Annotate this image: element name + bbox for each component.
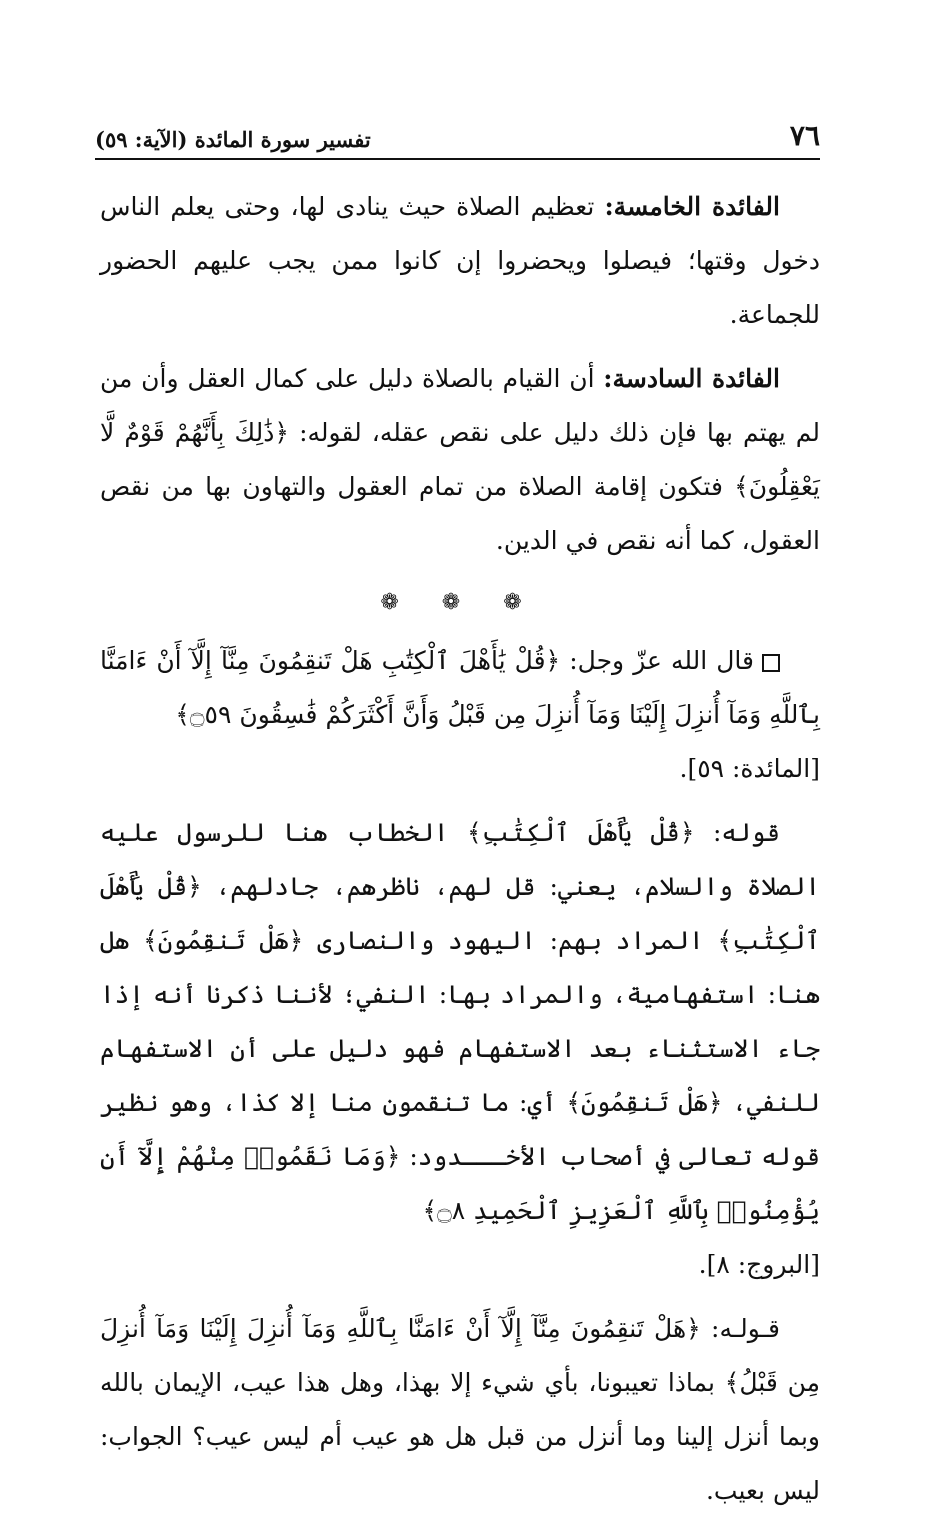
paragraph-commentary-one (100, 806, 820, 1292)
page-header (95, 112, 820, 160)
quran-quote: ﴿قُلْ يَٰأَهْلَ ٱلْكِتَٰبِ﴾ (100, 872, 820, 955)
commentary-text: قوله: (694, 818, 780, 847)
page-number: ٧٦ (789, 119, 820, 152)
verse-text: ﴿قُلْ يَٰأَهْلَ ٱلْكِتَٰبِ هَلْ تَنقِمُونَ مِنَّآ إِلَّآ أَنْ ءَامَنَّا بِٱللَّهِ وَمَآ أُنزِلَ إِلَيْنَا وَمَآ أُنزِلَ مِن قَبْلُ وَأَنَّ أَكْثَرَكُمْ فَٰسِقُونَ ۝٥٩﴾ (100, 646, 820, 729)
benefit-five-text: تعظيم الصلاة حيث ينادى لها، وحتى يعلم الناس دخول وقتها؛ فيصلوا ويحضروا إن كانوا ممن يجب عليهم الحضور للجماعة. (100, 192, 820, 329)
commentary-text: قـولـه: (700, 1314, 780, 1343)
paragraph-benefit-five (100, 180, 820, 342)
square-bullet-icon (762, 654, 780, 672)
commentary-text: الخطاب هنا للرسول عليه الصلاة والسلام، يعني: قل لهم، ناظرهم، جادلهم، (100, 818, 820, 901)
commentary-text: المراد بهم: اليهود والنصارى (303, 926, 718, 955)
quran-quote: ﴿وَمَا نَقَمُوا۟ مِنْهُمْ إِلَّآ أَن يُؤْمِنُوا۟ بِٱللَّهِ ٱلْعَزِيزِ ٱلْحَمِيدِ ۝٨﴾ (100, 1142, 820, 1225)
quran-quote: ﴿هَلْ تَنقِمُونَ مِنَّآ إِلَّآ أَنْ ءَامَنَّا بِٱللَّهِ وَمَآ أُنزِلَ إِلَيْنَا وَمَآ أُنزِلَ مِن قَبْلُ﴾ (100, 1314, 820, 1397)
verse-intro: قال الله عزّ وجل: (560, 646, 754, 675)
quran-quote: ﴿قُلْ يَٰأَهْلَ ٱلْكِتَٰبِ﴾ (467, 818, 695, 847)
commentary-text: بماذا تعيبونا، بأي شيء إلا بهذا، وهل هذا عيب، الإيمان بالله وبما أنزل إلينا وما أنزل من قبل هل هو عيب أم ليس عيب؟ الجواب: ليس بعيب. (100, 1368, 820, 1505)
quran-quote: ﴿ذَٰلِكَ بِأَنَّهُمْ قَوْمٌ لَّا يَعْقِلُونَ﴾ (100, 418, 820, 501)
paragraph-commentary-two (100, 1302, 820, 1518)
paragraph-benefit-six (100, 352, 820, 568)
running-title: تفسير سورة المائدة (الآية: ٥٩) (95, 127, 371, 152)
commentary-text: هل هنا: استفهامية، والمراد بها: النفي؛ لأننا ذكرنا أنه إذا جاء الاستثناء بعد الاستفهام فهو دليل على أن الاستفهام للنفي، (100, 926, 821, 1117)
verse-reference: [المائدة: ٥٩]. (679, 754, 820, 783)
page-body (100, 180, 820, 1528)
verse-reference: [البروج: ٨]. (698, 1250, 820, 1279)
commentary-text: أي: ما تنقمون منا إلا كذا، وهو نظير قوله تعالى في أصحاب الأخـــدود: (100, 1088, 820, 1171)
section-ornament: ❁ ❁ ❁ (380, 590, 540, 615)
quran-quote: ﴿هَلْ تَنقِمُونَ﴾ (143, 926, 304, 955)
benefit-six-label: الفائدة السادسة: (603, 364, 780, 393)
benefit-six-text-b: فتكون إقامة الصلاة من تمام العقول والتهاون بها من نقص العقول، كما أنه نقص في الدين. (100, 472, 820, 555)
benefit-five-label: الفائدة الخامسة: (604, 192, 780, 221)
benefit-six-text-a: أن القيام بالصلاة دليل على كمال العقل وأن من لم يهتم بها فإن ذلك دليل على نقص عقله، لقوله: (100, 364, 821, 447)
quran-quote: ﴿هَلْ تَنقِمُونَ﴾ (566, 1088, 723, 1117)
paragraph-verse (100, 634, 820, 796)
